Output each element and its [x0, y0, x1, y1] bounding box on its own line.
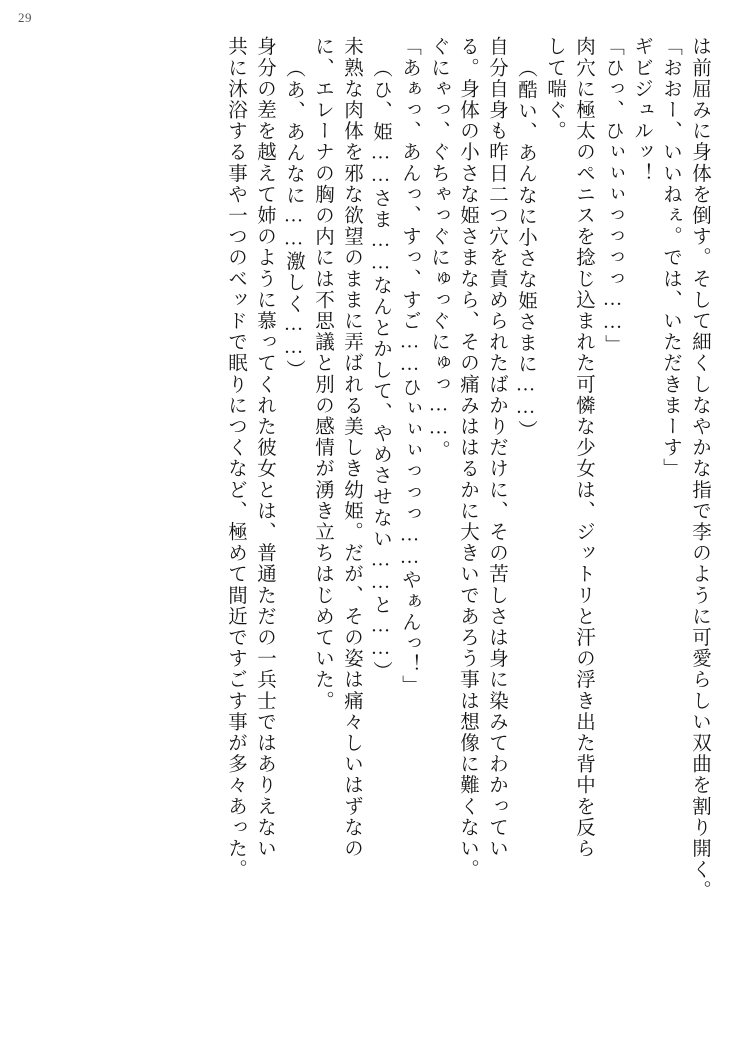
text-line: 身分の差を越えて姉のように慕ってくれた彼女とは、普通ただの一兵士ではありえない [254, 36, 275, 859]
text-line: （酷い、あんなに小さな姫さまに……） [515, 58, 536, 441]
text-line: 未熟な肉体を邪な欲望のままに弄ばれる美しき幼姫。だが、その姿は痛々しいはずなの [341, 36, 362, 859]
text-line: 「おおー、いいねぇ。では、いただきまーす」 [660, 36, 681, 480]
text-line: して喘ぐ。 [544, 36, 565, 142]
text-line: （あ、あんなに……激しく……） [283, 58, 304, 381]
text-line: 「ひっ、ひぃぃぃっっっっ……」 [602, 36, 623, 356]
text-line: 肉穴に極太のペニスを捻じ込まれた可憐な少女は、ジットリと汗の浮き出た背中を反ら [573, 36, 594, 859]
text-line: 自分自身も昨日二つ穴を責められたばかりだけに、その苦しさは身に染みてわかってい [486, 36, 507, 859]
page-text-body [28, 36, 714, 1020]
text-line: は前屈みに身体を倒す。そして細くしなやかな指で李のように可愛らしい双曲を割り開く。 [689, 36, 710, 902]
page-number: 29 [18, 10, 32, 25]
text-line: ぐにゃっ、ぐちゃっぐにゅっぐにゅっ……。 [428, 36, 449, 461]
text-line: に、エレーナの胸の内には不思議と別の感情が湧き立ちはじめていた。 [312, 36, 333, 712]
text-line: ギビジュルッ！ [631, 36, 652, 184]
text-line: る。身体の小さな姫さまなら、その痛みははるかに大きいであろう事は想像に難くない。 [457, 36, 478, 880]
text-line: 「あぁっ、あんっ、すっ、すご……ひぃぃぃっっっ……やぁんっ！」 [399, 36, 420, 697]
text-line: （ひ、姫……さま……なんとかして、やめさせない……と……） [370, 58, 391, 682]
text-line: 共に沐浴する事や一つのベッドで眠りにつくなど、極めて間近ですごす事が多々あった。 [225, 36, 246, 880]
